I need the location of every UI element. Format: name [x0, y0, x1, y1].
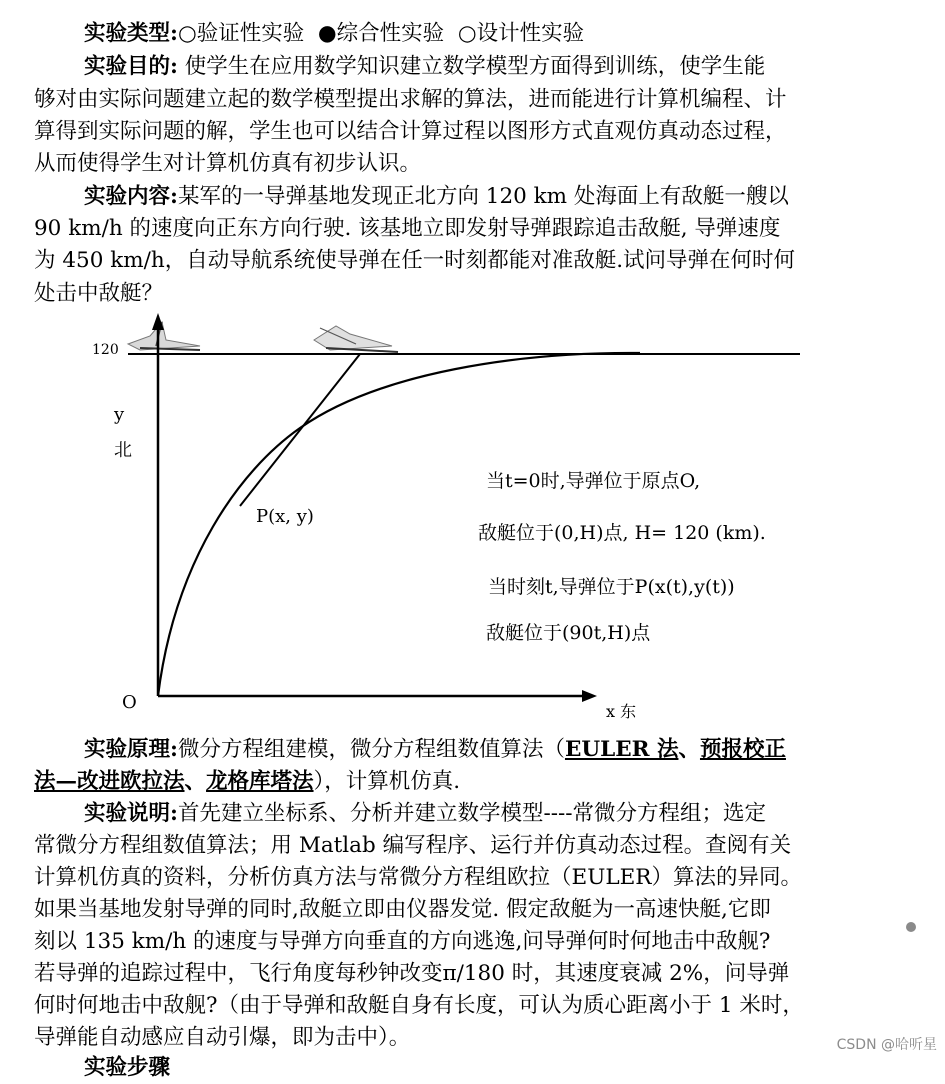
purpose-line-4: 从而使得学生对计算机仿真有初步认识。 [34, 151, 422, 176]
improved-euler-link: 法—改进欧拉法 [34, 769, 185, 794]
next-section-heading: 实验步骤 [84, 1055, 171, 1080]
content-line-1 [84, 181, 789, 213]
runge-kutta-link: 龙格库塔法 [206, 769, 314, 794]
enemy-ship-icon-current [314, 326, 398, 352]
note-initial-ship: 敌艇位于(0,H)点, H= 120 (km). [478, 522, 766, 544]
principle-sep-1: 、 [678, 737, 700, 762]
content-label: 实验内容: [84, 184, 178, 209]
origin-label: O [122, 692, 137, 713]
explain-line-8: 导弹能自动感应自动引爆，即为击中）。 [34, 1025, 411, 1050]
principle-line-2 [34, 766, 460, 798]
purpose-line-2: 够对由实际问题建立起的数学模型提出求解的算法，进而能进行计算机编程、计 [34, 87, 787, 112]
enemy-ship-icon-start [128, 322, 200, 350]
explain-line-2: 常微分方程组数值算法；用 Matlab 编写程序、运行并仿真动态过程。查阅有关 [34, 833, 792, 858]
content-line-4: 处击中敌艇？ [34, 281, 164, 306]
explain-line-5: 刻以 135 km/h 的速度与导弹方向垂直的方向逃逸,问导弹何时何地击中敌舰? [34, 929, 771, 954]
experiment-type-label: 实验类型: [84, 21, 178, 46]
experiment-type-row [84, 18, 584, 50]
scroll-indicator-dot[interactable] [906, 922, 916, 932]
principle-text-1: 微分方程组建模，微分方程组数值算法（ [177, 737, 565, 762]
purpose-label: 实验目的: [84, 54, 178, 79]
explain-line-1 [84, 798, 766, 830]
purpose-line-1 [84, 51, 765, 83]
explain-line-3: 计算机仿真的资料，分析仿真方法与常微分方程组欧拉（EULER）算法的异同。 [34, 865, 802, 890]
content-text-1: 某军的一导弹基地发现正北方向 120 km 处海面上有敌艇一艘以 [177, 184, 789, 209]
north-label: 北 [114, 440, 132, 461]
purpose-line-3: 算得到实际问题的解，学生也可以结合计算过程以图形方式直观仿真动态过程， [34, 119, 787, 144]
y-tick-120: 120 [92, 342, 119, 358]
explain-line-4: 如果当基地发射导弹的同时,敌艇立即由仪器发觉. 假定敌艇为一高速快艇,它即 [34, 897, 771, 922]
option-verification: ○验证性实验 [177, 21, 305, 46]
x-axis-arrow-icon [582, 690, 597, 702]
content-line-3: 为 450 km/h，自动导航系统使导弹在任一时刻都能对准敌艇.试问导弹在何时何 [34, 248, 796, 273]
note-time-ship: 敌艇位于(90t,H)点 [486, 622, 651, 644]
pursuit-diagram [0, 310, 945, 730]
principle-text-2: ），计算机仿真. [313, 769, 461, 794]
watermark: CSDN @哈听星 [836, 1037, 937, 1053]
explain-label: 实验说明: [84, 801, 178, 826]
y-axis-label: y [114, 404, 125, 425]
content-line-2: 90 km/h 的速度向正东方向行驶. 该基地立即发射导弹跟踪追击敌艇, 导弹速度 [34, 216, 781, 241]
principle-label: 实验原理: [84, 737, 178, 762]
point-p-label: P(x, y) [256, 506, 314, 527]
purpose-text-1: 使学生在应用数学知识建立数学模型方面得到训练，使学生能 [184, 54, 766, 79]
explain-text-1: 首先建立坐标系、分析并建立数学模型----常微分方程组；选定 [177, 801, 766, 826]
principle-line-1 [84, 734, 786, 766]
option-design: ○设计性实验 [457, 21, 585, 46]
option-comprehensive: ●综合性实验 [317, 21, 445, 46]
tangent-line [240, 354, 360, 506]
x-axis-label: x 东 [606, 702, 637, 721]
euler-method-link: EULER 法 [564, 737, 679, 762]
predictor-corrector-link: 预报校正 [699, 737, 786, 762]
principle-sep-2: 、 [184, 769, 207, 794]
note-initial-missile: 当t=0时,导弹位于原点O, [486, 470, 701, 492]
explain-line-7: 何时何地击中敌舰?（由于导弹和敌艇自身有长度，可认为质心距离小于 1 米时， [34, 993, 804, 1018]
explain-line-6: 若导弹的追踪过程中，飞行角度每秒钟改变π/180 时，其速度衰减 2%，问导弹 [34, 961, 790, 986]
note-time-missile: 当时刻t,导弹位于P(x(t),y(t)) [488, 576, 735, 598]
